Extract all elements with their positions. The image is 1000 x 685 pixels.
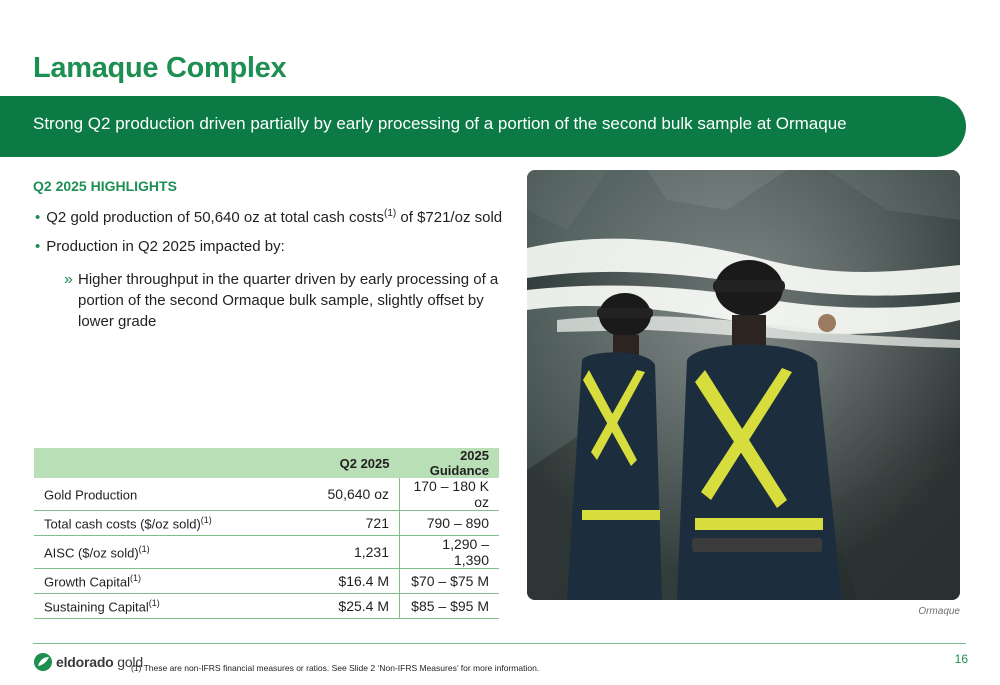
guidance-table [34, 448, 499, 619]
bullet-dot-icon: • [35, 209, 41, 226]
footer-divider [33, 643, 966, 644]
row-label: Total cash costs ($/oz sold)$^{(1)}$ [34, 511, 274, 536]
sub-bullet-throughput [64, 269, 504, 332]
table-header-blank [34, 448, 274, 478]
sub-bullet-text: Higher throughput in the quarter driven by early processing of a portion of the second Ormaque bulk sample, slightly offset by lower grade [78, 271, 499, 330]
photo-caption: Ormaque [918, 606, 960, 617]
bullet-dot-icon: • [35, 238, 41, 255]
footnote-ref: (1) [383, 208, 397, 219]
table-row [34, 569, 499, 594]
table-row [34, 594, 499, 619]
bullet-text: of $721/oz sold [396, 209, 503, 226]
bullet-gold-production [35, 208, 502, 226]
miners-illustration [527, 170, 960, 600]
eldorado-logo [33, 651, 143, 673]
table-header-q2: Q2 2025 [274, 448, 400, 478]
row-guidance-value: 790 – 890 [400, 511, 500, 536]
bullet-text: Production in Q2 2025 impacted by: [46, 238, 285, 255]
eldorado-leaf-icon [33, 652, 53, 672]
row-q2-value: 1,231 [274, 536, 400, 569]
row-label: AISC ($/oz sold)$^{(1)}$ [34, 536, 274, 569]
slide-title: Lamaque Complex [33, 52, 287, 84]
footnote: (1) These are non-IFRS financial measures or ratios. See Slide 2 ‘Non-IFRS Measures’ for more information. [131, 663, 540, 673]
double-chevron-icon: » [64, 271, 73, 288]
table-header-guidance: 2025 Guidance [400, 448, 500, 478]
row-guidance-value: 1,290 – 1,390 [400, 536, 500, 569]
bullet-text: Q2 gold production of 50,640 oz at total cash costs [46, 209, 384, 226]
row-q2-value: $25.4 M [274, 594, 400, 619]
row-guidance-value: $85 – $95 M [400, 594, 500, 619]
logo-wordmark: eldorado gold [56, 654, 143, 670]
row-q2-value: 721 [274, 511, 400, 536]
row-q2-value: $16.4 M [274, 569, 400, 594]
table-row [34, 536, 499, 569]
table-row [34, 478, 499, 511]
subtitle-banner [0, 96, 966, 157]
table-row [34, 511, 499, 536]
row-guidance-value: 170 – 180 K oz [400, 478, 500, 511]
banner-text: Strong Q2 production driven partially by early processing of a portion of the second bulk sample at Ormaque [33, 114, 847, 133]
row-label: Gold Production [34, 478, 274, 511]
row-guidance-value: $70 – $75 M [400, 569, 500, 594]
row-q2-value: 50,640 oz [274, 478, 400, 511]
page-number: 16 [954, 652, 968, 666]
mine-photo [527, 170, 960, 600]
row-label: Sustaining Capital$^{(1)}$ [34, 594, 274, 619]
bullet-production-impact [35, 238, 285, 255]
row-label: Growth Capital$^{(1)}$ [34, 569, 274, 594]
table-header-row [34, 448, 499, 478]
highlights-heading: Q2 2025 HIGHLIGHTS [33, 178, 177, 194]
